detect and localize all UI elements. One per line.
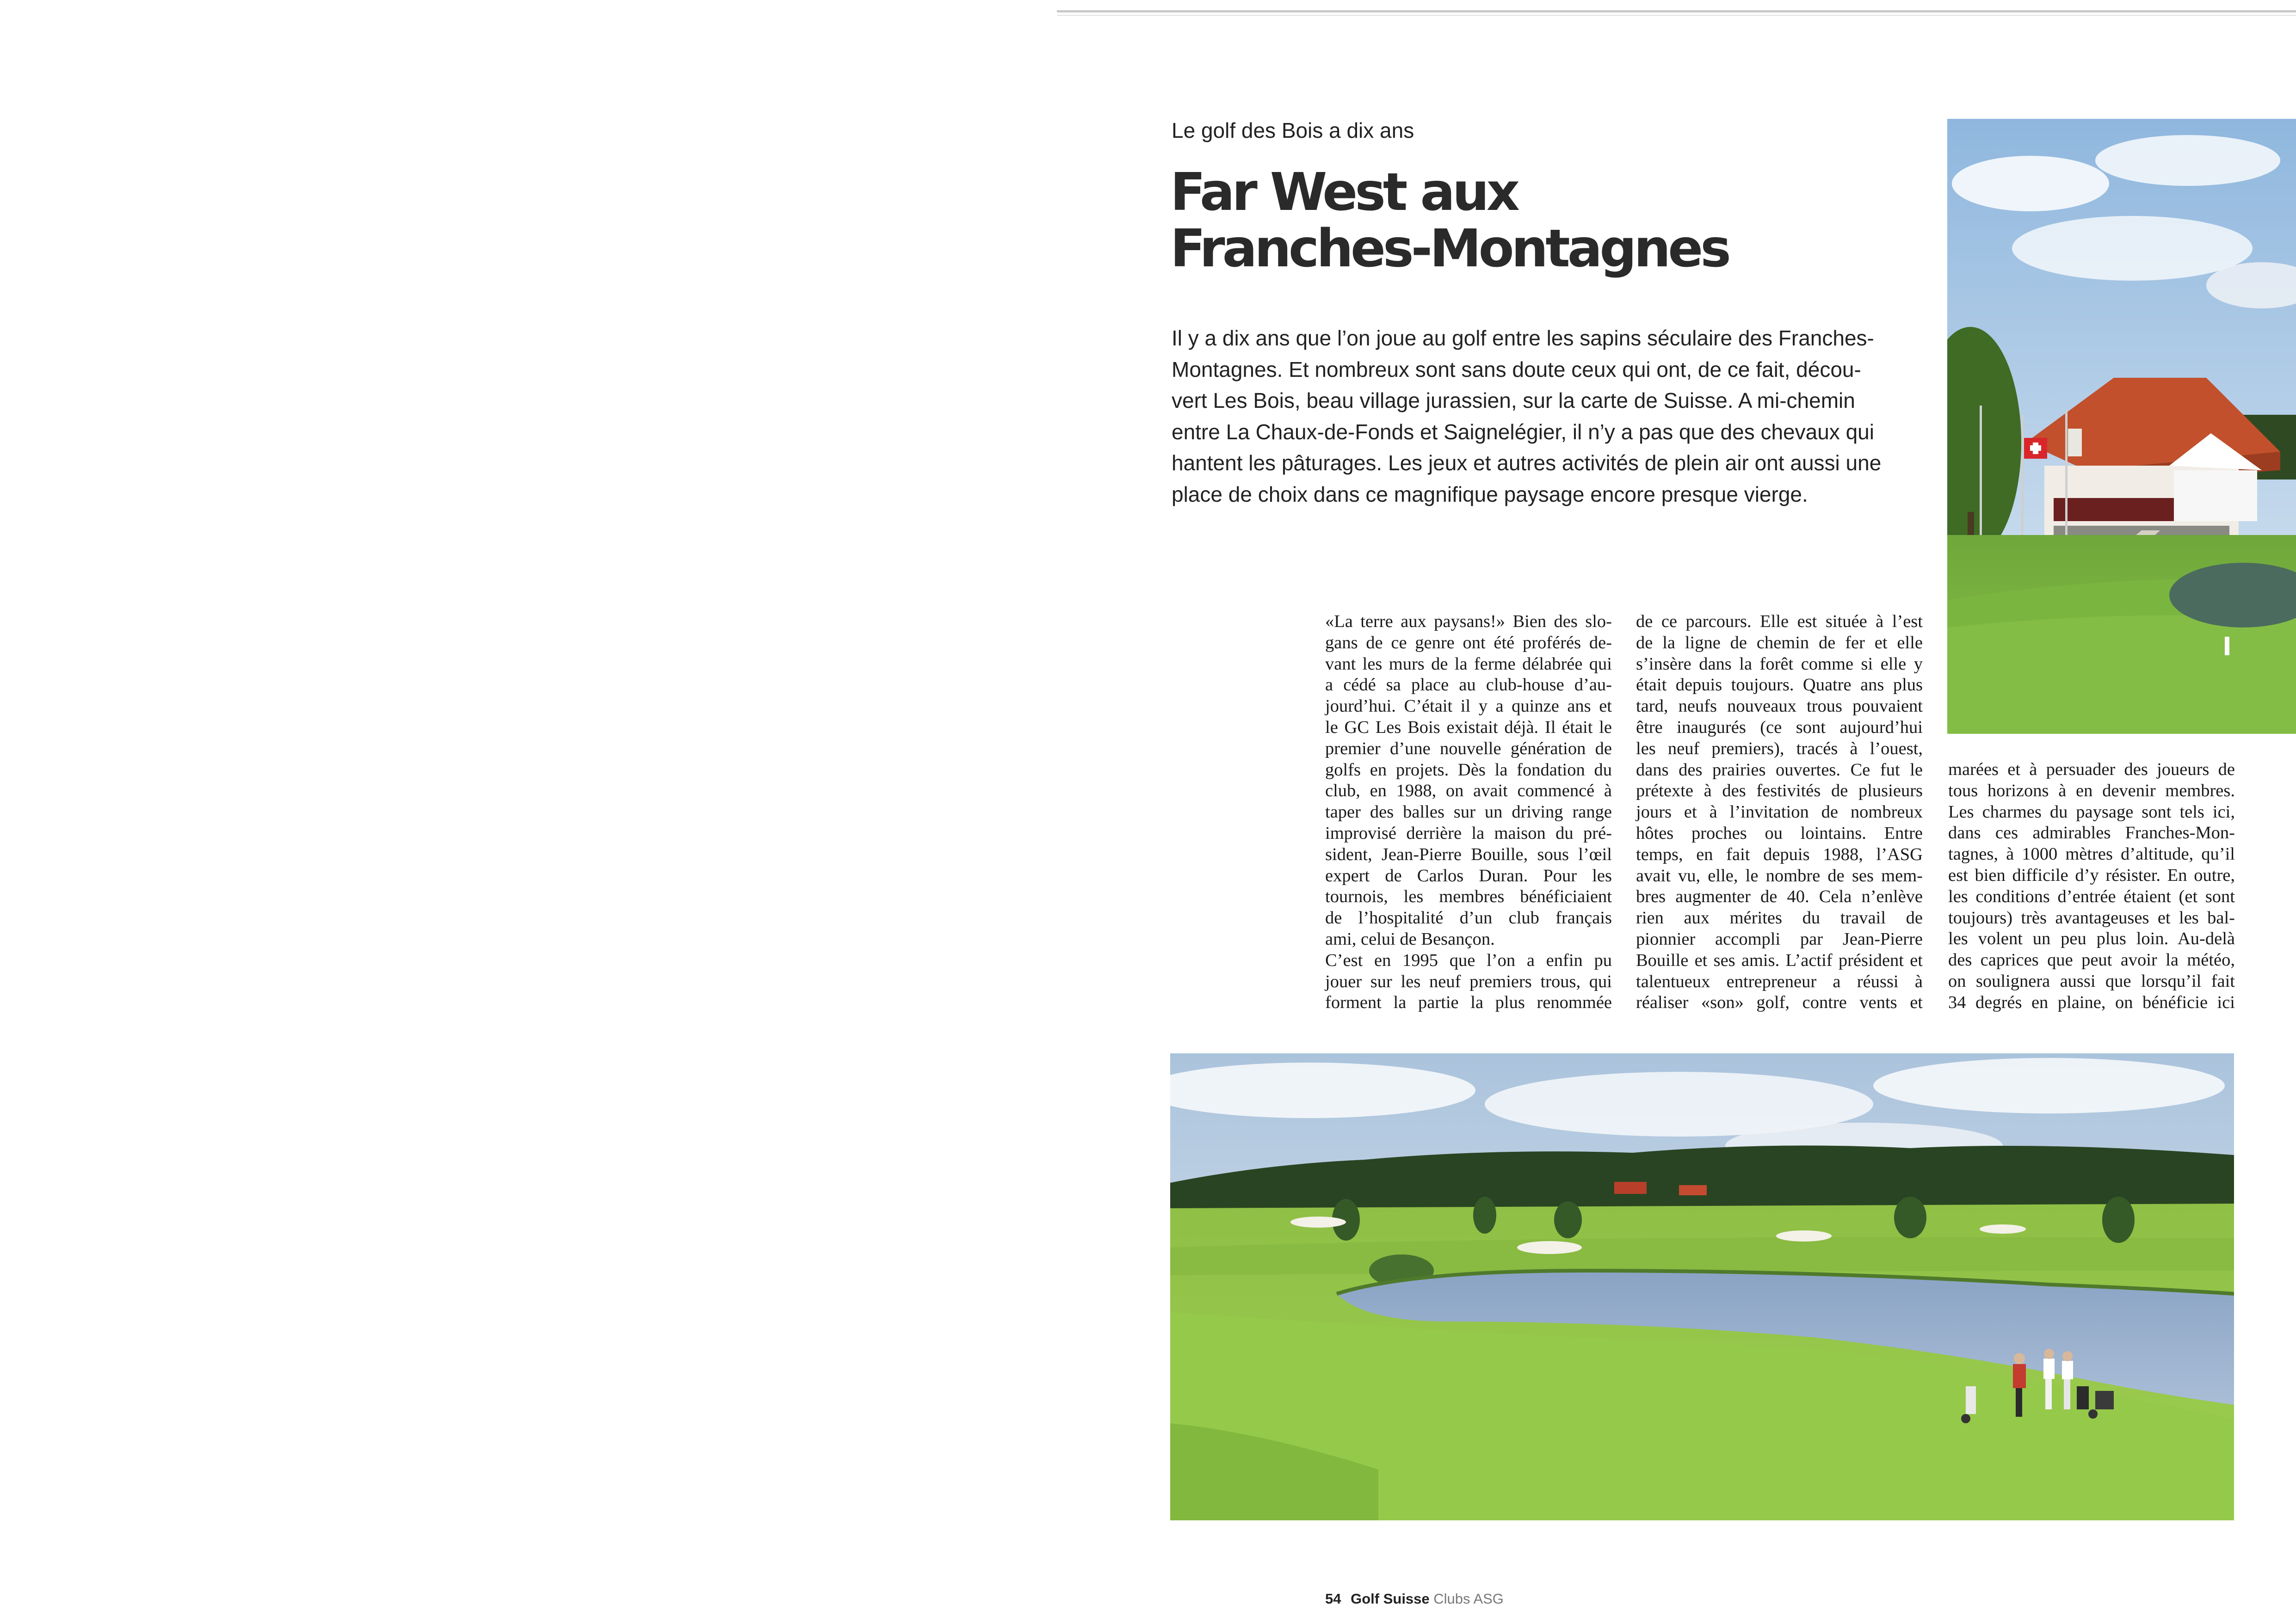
- lead-line: vert Les Bois, beau village jurassien, sur la carte de Suisse. A mi-chemin: [1172, 388, 1855, 412]
- section-name: Clubs ASG: [1433, 1591, 1504, 1607]
- article-headline: [1170, 164, 1892, 277]
- article-column-1: [1325, 611, 1612, 1014]
- lead-line: entre La Chaux-de-Fonds et Saignelégier, il n’y a pas que des chevaux qui: [1172, 419, 1874, 444]
- column-line: prétexte à des festivités de plusieurs: [1636, 781, 1923, 801]
- column-line: «La terre aux paysans!» Bien des slo-: [1325, 612, 1612, 631]
- headline-line: Far West aux: [1170, 162, 1518, 222]
- column-line: talentueux entrepreneur a réussi à: [1636, 971, 1923, 991]
- column-line: tard, neufs nouveaux trous pouvaient: [1636, 696, 1923, 716]
- column-line: le GC Les Bois existait déjà. Il était le: [1325, 717, 1612, 737]
- column-line: expert de Carlos Duran. Pour les: [1325, 866, 1612, 885]
- column-line: ami, celui de Besançon.: [1325, 929, 1495, 949]
- column-line: était depuis toujours. Quatre ans plus: [1636, 675, 1923, 695]
- column-line: s’insère dans la forêt comme si elle y: [1636, 654, 1923, 674]
- lead-line: Il y a dix ans que l’on joue au golf entre les sapins séculaire des Franches-: [1172, 326, 1874, 350]
- column-line: C’est en 1995 que l’on a enfin pu: [1325, 950, 1612, 970]
- column-line: être inaugurés (ce sont aujourd’hui: [1636, 717, 1923, 737]
- lead-line: Montagnes. Et nombreux sont sans doute ceux qui ont, de ce fait, décou-: [1172, 357, 1861, 381]
- column-line: improvisé derrière la maison du pré-: [1325, 823, 1612, 843]
- column-line: dans des prairies ouvertes. Ce fut le: [1636, 760, 1923, 780]
- column-line: Bouille et ses amis. L’actif président et: [1636, 950, 1923, 970]
- article-column-2: [1636, 611, 1923, 1014]
- column-line: réaliser «son» golf, contre vents et: [1636, 993, 1923, 1013]
- page-footer: [1325, 1591, 1504, 1607]
- column-line: rien aux mérites du travail de: [1636, 908, 1923, 928]
- column-line: gans de ce genre ont été proférés de-: [1325, 633, 1612, 652]
- column-line: de l’hospitalité d’un club français: [1325, 908, 1612, 928]
- column-line: Les charmes du paysage sont tels ici,: [1948, 802, 2235, 822]
- magazine-name: Golf Suisse: [1351, 1591, 1430, 1607]
- column-line: hôtes proches ou lointains. Entre: [1636, 823, 1923, 843]
- column-line: tagnes, à 1000 mètres d’altitude, qu’il: [1948, 844, 2235, 864]
- column-line: a cédé sa place au club-house d’au-: [1325, 675, 1612, 695]
- column-line: marées et à persuader des joueurs de: [1948, 760, 2235, 779]
- top-rule-secondary: [1057, 15, 2296, 16]
- page-number: 54: [1325, 1591, 1341, 1607]
- column-line: des caprices que peut avoir la météo,: [1948, 950, 2235, 970]
- column-line: est bien difficile d’y résister. En outre,: [1948, 865, 2235, 885]
- headline-line: Franches-Montagnes: [1170, 219, 1728, 279]
- lead-line: place de choix dans ce magnifique paysage encore presque vierge.: [1172, 482, 1808, 506]
- article-kicker: Le golf des Bois a dix ans: [1172, 118, 1414, 142]
- column-line: jourd’hui. C’était il y a quinze ans et: [1325, 696, 1612, 716]
- clubhouse-photo: [1947, 119, 2296, 734]
- article-column-3: [1948, 759, 2235, 1014]
- lead-line: hantent les pâturages. Les jeux et autres activités de plein air ont aussi une: [1172, 451, 1882, 475]
- column-line: pionnier accompli par Jean-Pierre: [1636, 929, 1923, 949]
- column-line: club, en 1988, on avait commencé à: [1325, 781, 1612, 801]
- column-line: premier d’une nouvelle génération de: [1325, 738, 1612, 758]
- column-line: on soulignera aussi que lorsqu’il fait: [1948, 971, 2235, 991]
- column-line: sident, Jean-Pierre Bouille, sous l’œil: [1325, 844, 1612, 864]
- column-line: de ce parcours. Elle est située à l’est: [1636, 612, 1923, 631]
- column-line: jouer sur les neuf premiers trous, qui: [1325, 971, 1612, 991]
- column-line: de la ligne de chemin de fer et elle: [1636, 633, 1923, 652]
- column-line: 34 degrés en plaine, on bénéficie ici: [1948, 992, 2235, 1012]
- column-line: forment la partie la plus renommée: [1325, 993, 1612, 1013]
- column-line: taper des balles sur un driving range: [1325, 802, 1612, 822]
- column-line: les neuf premiers), tracés à l’ouest,: [1636, 738, 1923, 758]
- column-line: tous horizons à en devenir membres.: [1948, 781, 2235, 800]
- column-line: tournois, les membres bénéficiaient: [1325, 887, 1612, 907]
- golf-course-photo: [1170, 1053, 2234, 1520]
- column-line: les conditions d’entrée étaient (et sont: [1948, 886, 2235, 906]
- column-line: golfs en projets. Dès la fondation du: [1325, 760, 1612, 780]
- column-line: jours et à l’invitation de nombreux: [1636, 802, 1923, 822]
- column-line: avait vu, elle, le nombre de ses mem-: [1636, 866, 1923, 885]
- article-lead: [1172, 323, 1882, 510]
- top-rule: [1057, 10, 2296, 12]
- column-line: vant les murs de la ferme délabrée qui: [1325, 654, 1612, 674]
- column-line: les volent un peu plus loin. Au-delà: [1948, 929, 2235, 949]
- column-line: dans ces admirables Franches-Mon-: [1948, 823, 2235, 843]
- column-line: toujours) très avantageuses et les bal-: [1948, 908, 2235, 928]
- column-line: temps, en fait depuis 1988, l’ASG: [1636, 844, 1923, 864]
- column-line: bres augmenter de 40. Cela n’enlève: [1636, 887, 1923, 907]
